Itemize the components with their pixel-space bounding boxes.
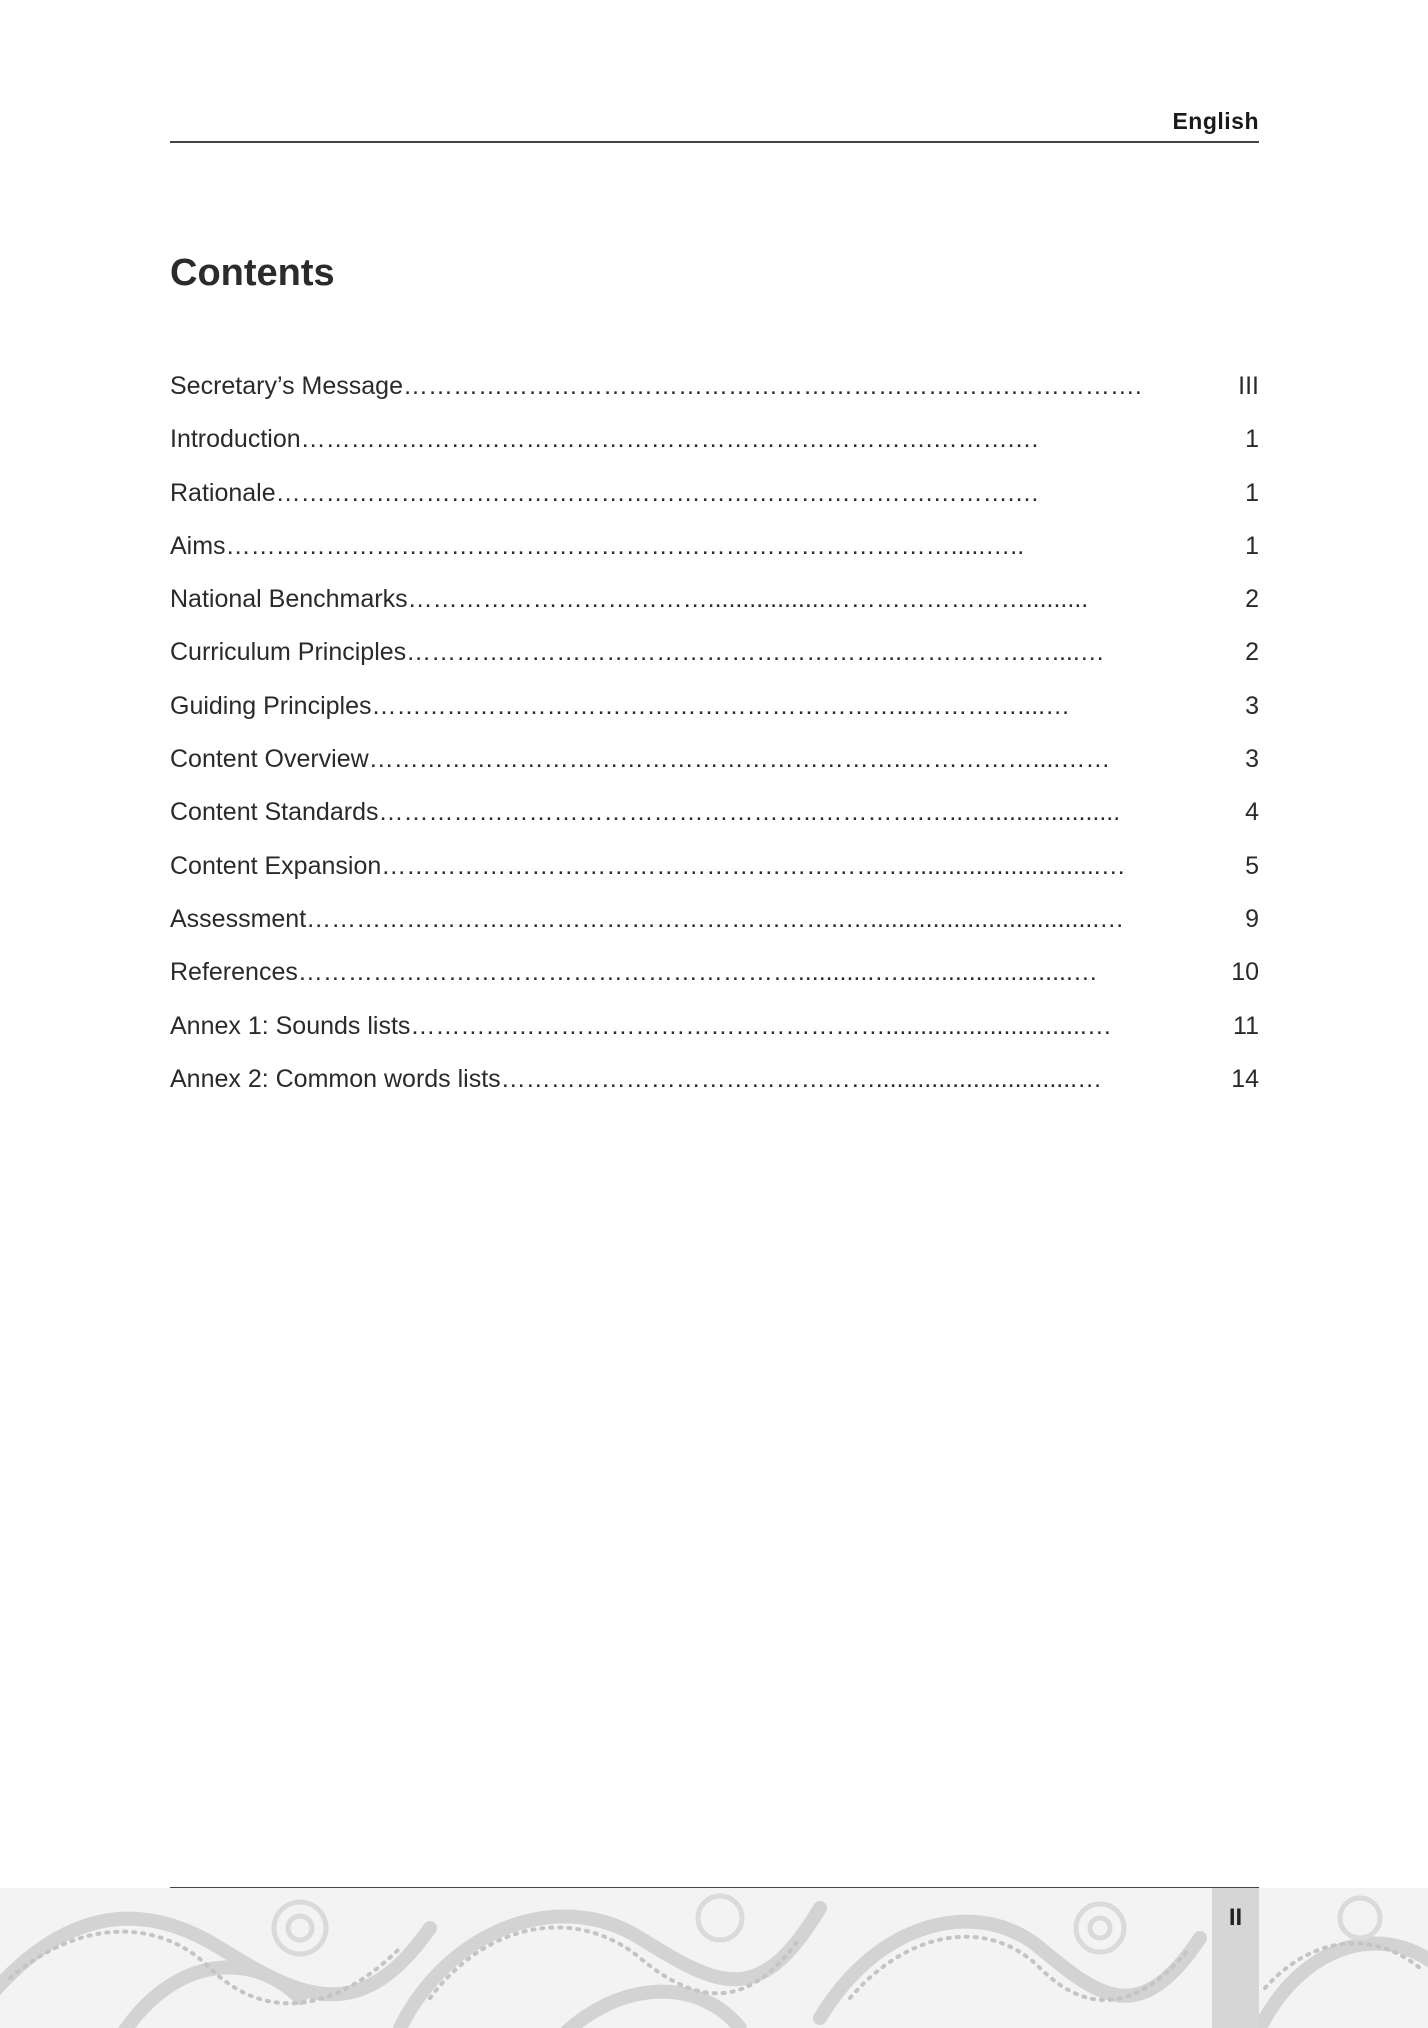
- toc-entry-guiding-principles[interactable]: [170, 692, 1259, 745]
- toc-entry-rationale[interactable]: [170, 479, 1259, 532]
- toc-entry-content-overview[interactable]: [170, 745, 1259, 798]
- toc-entry-label: Content Standards: [170, 798, 379, 827]
- toc-page-number: 3: [1245, 691, 1259, 720]
- toc-page-number: 1: [1245, 478, 1259, 507]
- toc-page-number: 3: [1245, 745, 1259, 774]
- toc-entry-label: National Benchmarks: [170, 585, 408, 614]
- toc-entry-label: Annex 1: Sounds lists: [170, 1011, 411, 1040]
- toc-page-number: 10: [1231, 958, 1259, 987]
- toc-leader-dots: ………………………………………………….............................…: [410, 1011, 1112, 1040]
- toc-entry-label: Aims: [170, 531, 226, 560]
- toc-entry-content-expansion[interactable]: [170, 852, 1259, 905]
- toc-leader-dots: ……………………………….................…………………….........: [407, 585, 1089, 614]
- header-subject-label: English: [1172, 108, 1259, 134]
- toc-entry-content-standards[interactable]: [170, 798, 1259, 851]
- page-number: II: [1228, 1904, 1243, 1931]
- toc-leader-dots: ……………………………………….............................…: [500, 1064, 1103, 1093]
- toc-entry-assessment[interactable]: [170, 905, 1259, 958]
- toc-leader-dots: …………………………………………………………………………….....…..: [225, 531, 1025, 560]
- toc-leader-dots: ………………………………………………………..……………....……: [368, 745, 1111, 774]
- toc-entry-annex-2[interactable]: [170, 1065, 1259, 1118]
- toc-page-number: 5: [1245, 851, 1259, 880]
- toc-entry-annex-1[interactable]: [170, 1012, 1259, 1065]
- toc-entry-label: Content Overview: [170, 745, 369, 774]
- header-divider: [170, 141, 1259, 143]
- toc-entry-curriculum-principles[interactable]: [170, 638, 1259, 691]
- toc-leader-dots: ………………………………………………………………….……….…: [300, 425, 1040, 454]
- toc-page-number: III: [1238, 372, 1259, 400]
- toc-page-number: 2: [1245, 585, 1259, 614]
- toc-entry-references[interactable]: [170, 958, 1259, 1011]
- toc-leader-dots: …………………………………………………...………………....…: [406, 638, 1105, 667]
- toc-entry-label: Assessment: [170, 904, 307, 933]
- toc-leader-dots: ……………………………………………………………….…………….: [402, 372, 1142, 400]
- toc-leader-dots: ……………………………………………..………….…..…...................: [378, 798, 1121, 827]
- table-of-contents: [170, 372, 1259, 1118]
- toc-entry-label: Rationale: [170, 478, 276, 507]
- toc-leader-dots: …………………………………………………….…...........................…: [381, 851, 1126, 880]
- toc-page-number: 1: [1245, 531, 1259, 560]
- toc-entry-label: Guiding Principles: [170, 691, 372, 720]
- toc-page-number: 4: [1245, 798, 1259, 827]
- toc-entry-secretarys-message[interactable]: [170, 372, 1259, 425]
- toc-leader-dots: ………………………………………………………...…………....…: [371, 691, 1071, 720]
- toc-page-number: 1: [1245, 425, 1259, 454]
- toc-entry-label: References: [170, 958, 298, 987]
- toc-entry-label: Curriculum Principles: [170, 638, 407, 667]
- toc-entry-label: Annex 2: Common words lists: [170, 1064, 501, 1093]
- page-title: Contents: [170, 252, 335, 294]
- toc-page-number: 9: [1245, 904, 1259, 933]
- toc-page-number: 11: [1233, 1011, 1259, 1040]
- toc-entry-label: Secretary’s Message: [170, 372, 403, 400]
- toc-entry-introduction[interactable]: [170, 425, 1259, 478]
- toc-page-number: 2: [1245, 638, 1259, 667]
- toc-entry-aims[interactable]: [170, 532, 1259, 585]
- toc-page-number: 14: [1231, 1064, 1259, 1093]
- toc-entry-label: Introduction: [170, 425, 301, 454]
- toc-entry-national-benchmarks[interactable]: [170, 585, 1259, 638]
- toc-leader-dots: ……………………………………………………...........….........................…: [297, 958, 1098, 987]
- toc-leader-dots: …………………………………………………………………….……….…: [275, 478, 1040, 507]
- toc-leader-dots: ………………………………………………………..….................................…: [306, 904, 1125, 933]
- page-number-tab: [1212, 1888, 1259, 2028]
- toc-entry-label: Content Expansion: [170, 851, 382, 880]
